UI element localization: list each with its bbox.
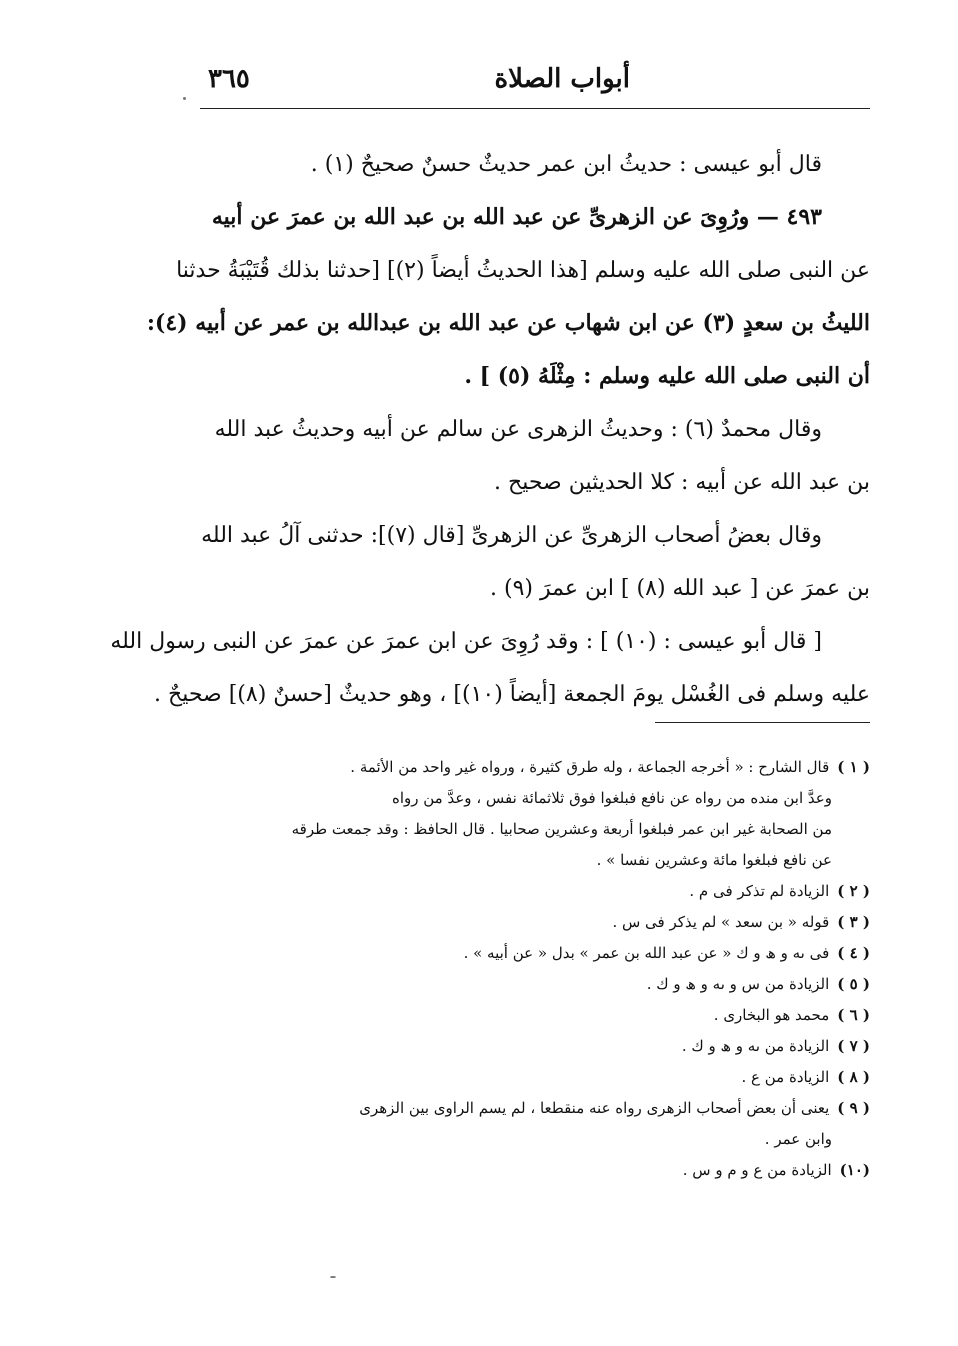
footnote-number: ( ١ ) [837, 758, 870, 776]
footnote-text: الزيادة من ع . [741, 1068, 830, 1086]
footnote [200, 907, 870, 938]
running-title: أبواب الصلاة [494, 64, 630, 94]
footnote [200, 752, 870, 783]
text-line: قال أبو عيسى : حديثُ ابن عمر حديثٌ حسنٌ صحيحٌ (١) . [310, 152, 822, 177]
footnote [200, 969, 870, 1000]
footnote-number: ( ٧ ) [837, 1037, 870, 1055]
text-line: بن عبد الله عن أبيه : كلا الحديثين صحيح . [494, 470, 870, 495]
footnote-number: (١٠) [839, 1161, 870, 1179]
footnotes [200, 752, 870, 1186]
footnote-text: قوله « بن سعد » لم يذكر فى س . [612, 913, 830, 931]
scan-speck [183, 97, 186, 100]
footnote [200, 1093, 870, 1124]
page-number: ٣٦٥ [208, 64, 250, 94]
footnote-number: ( ٥ ) [837, 975, 870, 993]
footnote-text: وابن عمر . [764, 1130, 832, 1148]
text-line: أن النبى صلى الله عليه وسلم : مِثْلَهُ (٥) ] . [464, 363, 870, 389]
footnote-text: عن نافع فبلغوا مائة وعشرين نفسا » . [596, 851, 832, 869]
footnote-text: الزيادة من س و ىه و ھ و ك . [646, 975, 830, 993]
scan-speck [330, 1276, 336, 1278]
footnote-number: ( ٨ ) [837, 1068, 870, 1086]
footnote-continuation [200, 845, 870, 876]
main-text [110, 138, 870, 721]
text-line: الليثُ بن سعدٍ (٣) عن ابن شهاب عن عبد الله بن عبدالله بن عمر عن أبيه (٤): [146, 310, 870, 336]
footnote-text: من الصحابة غير ابن عمر فبلغوا أربعة وعشرين صحابيا . قال الحافظ : وقد جمعت طرقه [291, 820, 832, 838]
footnote [200, 876, 870, 907]
footnote-number: ( ٤ ) [837, 944, 870, 962]
text-line: عن النبى صلى الله عليه وسلم [هذا الحديثُ أيضاً (٢)] [حدثنا بذلك قُتَيْبَةُ حدثنا [176, 258, 870, 283]
footnote-text: الزيادة من ىه و ھ و ك . [681, 1037, 830, 1055]
footnote-continuation [200, 814, 870, 845]
footnote [200, 1062, 870, 1093]
footnote-text: فى ىه و ھ و ك « عن عبد الله بن عمر » بدل « عن أبيه » . [463, 944, 830, 962]
header-rule [200, 108, 870, 109]
page-header [200, 62, 870, 106]
footnote-text: وعدَّ ابن منده من رواه عن نافع فبلغوا فوق ثلاثمائة نفس ، وعدَّ من رواه [391, 789, 832, 807]
footnote-number: ( ٣ ) [837, 913, 870, 931]
text-line: وقال محمدٌ (٦) : وحديثُ الزهرى عن سالم عن أبيه وحديثُ عبد الله [214, 417, 822, 442]
footnote [200, 938, 870, 969]
footnote [200, 1000, 870, 1031]
footnote [200, 1155, 870, 1186]
hadith-number-line: ٤٩٣ — ورُوِىَ عن الزهرىِّ عن عبد الله بن عبد الله بن عمرَ عن أبيه [211, 204, 822, 230]
footnote-number: ( ٢ ) [837, 882, 870, 900]
footnote-number: ( ٩ ) [837, 1099, 870, 1117]
text-line: [ قال أبو عيسى : (١٠) ] : وقد رُوِىَ عن ابن عمرَ عن عمرَ عن النبى رسول الله [110, 629, 822, 654]
footnote-text: محمد هو البخارى . [713, 1006, 830, 1024]
footnote [200, 1031, 870, 1062]
text-line: وقال بعضُ أصحاب الزهرىِّ عن الزهرىِّ [قال (٧)]: حدثنى آلُ عبد الله [201, 523, 822, 548]
footnote-continuation [200, 783, 870, 814]
text-line: عليه وسلم فى الغُسْل يومَ الجمعة [أيضاً (١٠)] ، وهو حديثٌ [حسنٌ (٨)] صحيحٌ . [154, 682, 870, 707]
text-line: بن عمرَ عن [ عبد الله (٨) ] ابن عمرَ (٩) . [490, 576, 870, 601]
footnote-continuation [200, 1124, 870, 1155]
footnote-text: الزيادة من ع و م و س . [682, 1161, 832, 1179]
footnote-text: الزيادة لم تذكر فى م . [689, 882, 830, 900]
footnote-number: ( ٦ ) [837, 1006, 870, 1024]
footnote-text: يعنى أن بعض أصحاب الزهرى رواه عنه منقطعا ، لم يسم الراوى بين الزهرى [359, 1099, 830, 1117]
footnote-rule [655, 722, 870, 723]
footnote-text: قال الشارح : « أخرجه الجماعة ، وله طرق كثيرة ، ورواه غير واحد من الأئمة . [350, 758, 830, 776]
